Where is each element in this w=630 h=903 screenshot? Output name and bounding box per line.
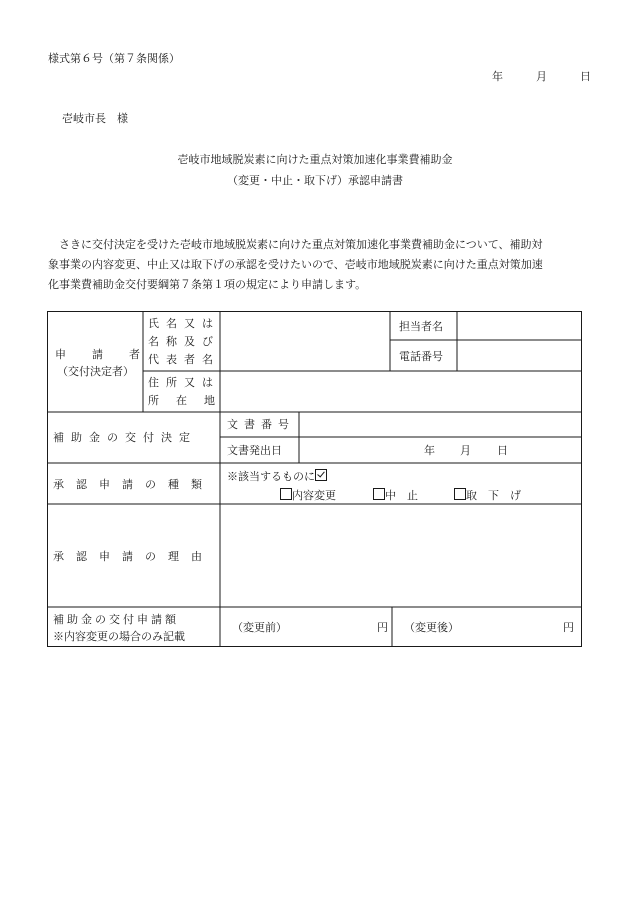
- name-label-line-3: 代表者名: [148, 353, 220, 366]
- checkbox-icon[interactable]: [280, 488, 292, 500]
- approval-type-note: ※該当するものに: [227, 469, 327, 482]
- date-day: 日: [580, 70, 591, 83]
- name-label-line-2: 名称及び: [148, 335, 220, 348]
- checkbox-icon[interactable]: [454, 488, 466, 500]
- yen-after: 円: [563, 621, 574, 634]
- date-month: 月: [536, 70, 547, 83]
- body-text: [48, 235, 582, 295]
- form-number: 様式第６号（第７条関係）: [48, 52, 180, 65]
- yen-before: 円: [377, 621, 388, 634]
- contact-person-label: 担当者名: [399, 320, 443, 333]
- body-line-2: 象事業の内容変更、中止又は取下げの承認を受けたいので、壱岐市地域脱炭素に向けた重点対策加速: [48, 258, 543, 271]
- issue-date-day: 日: [497, 444, 508, 457]
- check-box-icon: [315, 469, 327, 481]
- amount-label-line-2: ※内容変更の場合のみ記載: [53, 630, 185, 643]
- applicant-label: 申請者: [55, 348, 166, 361]
- body-line-1: さきに交付決定を受けた壱岐市地域脱炭素に向けた重点対策加速化事業費補助金について、補助対: [59, 238, 543, 251]
- phone-input[interactable]: [458, 341, 581, 370]
- document-number-label: 文書番号: [227, 418, 295, 431]
- date-line: [492, 71, 591, 82]
- reason-label: 承認申請の理由: [53, 550, 214, 563]
- address-input[interactable]: [221, 372, 581, 411]
- address-label-line-1: 住所又は: [148, 376, 220, 389]
- option-cancel[interactable]: 中 止: [373, 488, 418, 501]
- issue-date-label: 文書発出日: [227, 444, 282, 457]
- grant-decision-label: 補助金の交付決定: [53, 431, 197, 444]
- after-label: （変更後）: [404, 621, 459, 634]
- document-title: 壱岐市地域脱炭素に向けた重点対策加速化事業費補助金: [177, 153, 453, 166]
- amount-label-line-1: 補助金の交付申請額: [53, 613, 179, 626]
- before-label: （変更前）: [232, 621, 287, 634]
- document-number-input[interactable]: [300, 413, 581, 436]
- checkbox-icon[interactable]: [373, 488, 385, 500]
- name-label-line-1: 氏名又は: [148, 317, 220, 330]
- application-table: [47, 311, 582, 647]
- document-subtitle: （変更・中止・取下げ）承認申請書: [227, 174, 403, 187]
- reason-input[interactable]: [221, 505, 581, 606]
- addressee: 壱岐市長 様: [62, 112, 128, 125]
- name-input[interactable]: [221, 312, 389, 370]
- phone-label: 電話番号: [399, 350, 443, 363]
- date-year: 年: [492, 70, 503, 83]
- option-content-change[interactable]: 内容変更: [280, 488, 336, 501]
- address-label-line-2: 所在地: [148, 394, 232, 407]
- contact-person-input[interactable]: [458, 312, 581, 339]
- option-withdraw[interactable]: 取 下 げ: [454, 488, 521, 501]
- issue-date-year: 年: [424, 444, 435, 457]
- issue-date-month: 月: [460, 444, 471, 457]
- body-line-3: 化事業費補助金交付要綱第７条第１項の規定により申請します。: [48, 278, 367, 291]
- applicant-sub-label: （交付決定者）: [57, 365, 134, 378]
- approval-type-label: 承認申請の種類: [53, 478, 214, 491]
